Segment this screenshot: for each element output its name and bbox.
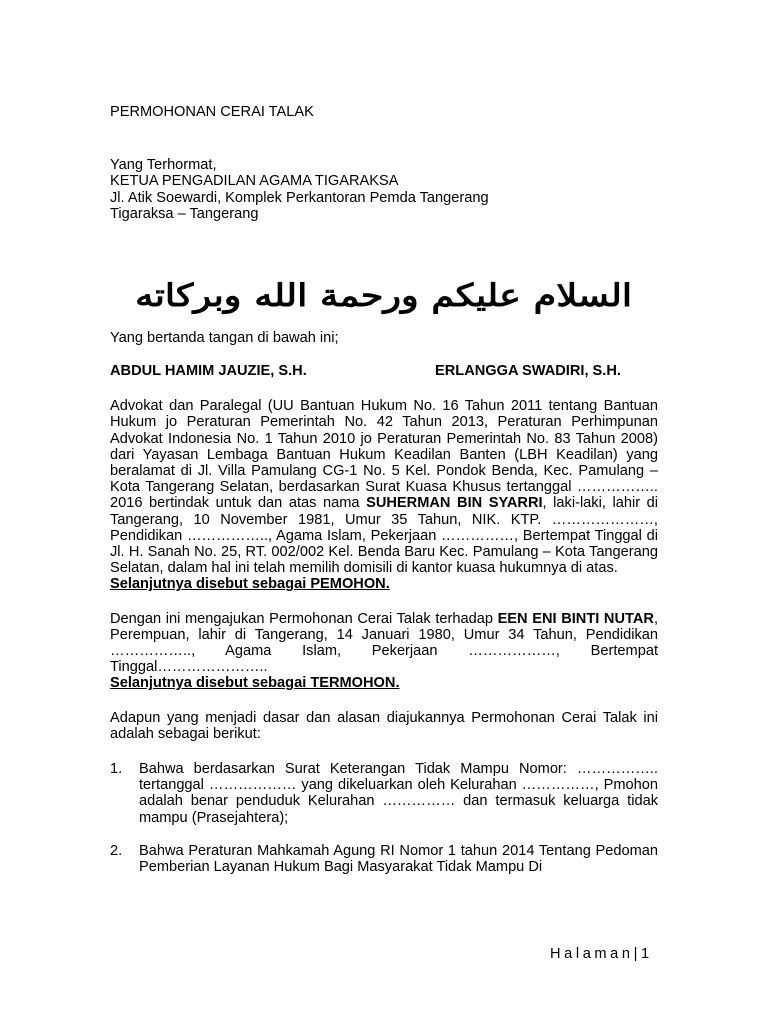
pemohon-designation: Selanjutnya disebut sebagai PEMOHON. — [110, 576, 390, 593]
respondent-name: EEN ENI BINTI NUTAR — [497, 610, 654, 627]
advocate-paragraph — [110, 398, 658, 592]
client-details: , laki-laki, lahir di Tangerang, 10 November 1981, Umur 35 Tahun, NIK. KTP. …………………, Pendidikan …………….., Agama Islam, Pekerjaan ……………, Bertempat Tinggal di Jl. H. Sanah No. 25, RT. 002/002 Kel. Benda Baru Kec. Pamulang – Kota Tangerang Selatan, dalam hal ini telah memilih domisili di kantor kuasa hukumnya di atas. — [110, 495, 658, 577]
list-item — [110, 761, 658, 826]
arabic-greeting-text: السلام عليكم ورحمة الله وبركاته — [135, 278, 633, 315]
advocate-names — [110, 363, 658, 379]
list-item-text: Bahwa Peraturan Mahkamah Agung RI Nomor 1 tahun 2014 Tentang Pedoman Pemberian Layanan Hukum Bagi Masyarakat Tidak Mampu Di — [139, 842, 658, 876]
list-item-number: 2. — [110, 842, 123, 859]
list-item-number: 1. — [110, 761, 123, 778]
respondent-details: , Perempuan, lahir di Tangerang, 14 Januari 1980, Umur 34 Tahun, Pendidikan …………….., Agama Islam, Pekerjaan ………………, Bertempat Tinggal………………….. — [110, 610, 658, 676]
list-item — [110, 843, 658, 875]
document-body — [110, 104, 658, 892]
page-number-footer: Halaman|1 — [550, 946, 653, 962]
respondent-paragraph-text: Dengan ini mengajukan Permohonan Cerai Talak terhadap — [110, 610, 498, 627]
list-item-text: Bahwa berdasarkan Surat Keterangan Tidak Mampu Nomor: …………….. tertanggal ……………… yang dikeluarkan oleh Kelurahan ……………, Pmohon adalah benar penduduk Kelurahan …………… dan termasuk keluarga tidak mampu (Prasejahtera); — [139, 761, 658, 826]
recipient-name: KETUA PENGADILAN AGAMA TIGARAKSA — [110, 173, 399, 190]
recipient-street: Jl. Atik Soewardi, Komplek Perkantoran Pemda Tangerang — [110, 189, 489, 206]
termohon-designation: Selanjutnya disebut sebagai TERMOHON. — [110, 675, 400, 692]
intro-line: Yang bertanda tangan di bawah ini; — [110, 330, 339, 347]
document-title: PERMOHONAN CERAI TALAK — [110, 104, 314, 120]
client-name: SUHERMAN BIN SYARRI — [366, 495, 543, 512]
grounds-intro: Adapun yang menjadi dasar dan alasan diajukannya Permohonan Cerai Talak ini adalah sebagai berikut: — [110, 709, 658, 742]
arabic-greeting — [110, 276, 658, 316]
salutation: Yang Terhormat, — [110, 157, 217, 174]
grounds-list — [110, 761, 658, 875]
advocate-paragraph-text: Advokat dan Paralegal (UU Bantuan Hukum No. 16 Tahun 2011 tentang Bantuan Hukum jo Peraturan Pemerintah No. 42 Tahun 2013, Peraturan Perhimpunan Advokat Indonesia No. 1 Tahun 2010 jo Peraturan Pemerintah No. 83 Tahun 2008) dari Yayasan Lembaga Bantuan Hukum Keadilan Banten (LBH Keadilan) yang beralamat di Jl. Villa Pamulang CG-1 No. 5 Kel. Pondok Benda, Kec. Pamulang – Kota Tangerang Selatan, berdasarkan Surat Kuasa Khusus tertanggal …………….. 2016 bertindak untuk dan atas nama — [110, 398, 658, 512]
advocate-name-2: ERLANGGA SWADIRI, S.H. — [435, 363, 621, 380]
advocate-name-1: ABDUL HAMIM JAUZIE, S.H. — [110, 363, 307, 380]
recipient-address — [110, 157, 658, 222]
respondent-paragraph — [110, 611, 658, 692]
recipient-city: Tigaraksa – Tangerang — [110, 205, 259, 222]
